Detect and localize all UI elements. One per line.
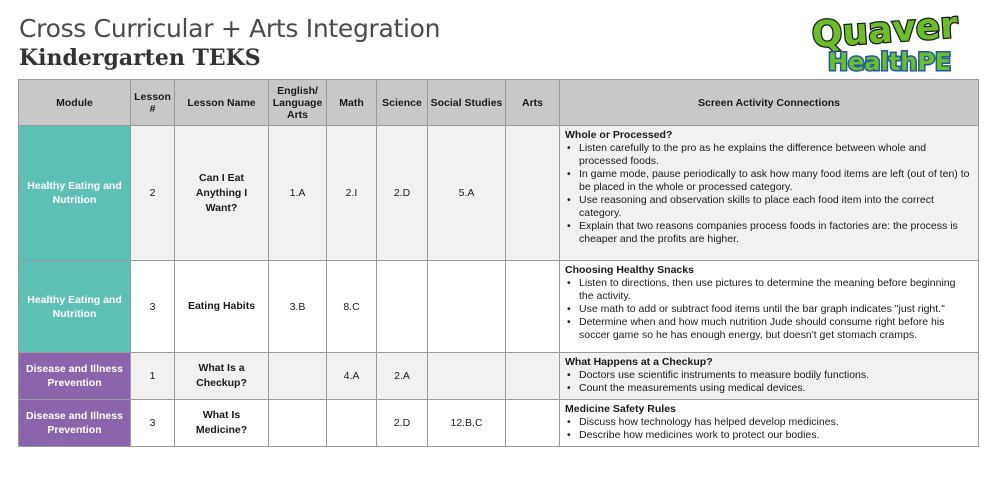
arts-cell — [506, 353, 560, 400]
science-cell: 2.D — [377, 400, 428, 447]
lesson-number-cell: 2 — [131, 126, 175, 261]
activity-bullet: • Doctors use scientific instruments to measure bodily functions. — [565, 369, 972, 382]
activity-bullet: • In game mode, pause periodically to ask how many food items are left (out of ten) to be placed in the whole or processed category. — [565, 168, 972, 194]
lesson-name-cell: What Is a Checkup? — [175, 353, 269, 400]
table-row — [19, 400, 979, 447]
ela-cell — [269, 400, 327, 447]
activity-bullets — [565, 369, 972, 395]
social-studies-cell: 5.A — [428, 126, 506, 261]
page-subtitle: Kindergarten TEKS — [19, 45, 261, 71]
activity-title: What Happens at a Checkup? — [565, 356, 713, 368]
header-connections: Screen Activity Connections — [560, 80, 979, 126]
header-module: Module — [19, 80, 131, 126]
connections-cell — [560, 400, 979, 447]
header-social-studies: Social Studies — [428, 80, 506, 126]
logo-healthpe-text: HealthPE — [828, 48, 952, 76]
activity-bullets — [565, 416, 972, 442]
activity-bullets — [565, 277, 972, 342]
connections-cell — [560, 353, 979, 400]
lesson-name-cell: What Is Medicine? — [175, 400, 269, 447]
table-header-row — [19, 80, 979, 126]
ela-cell: 3.B — [269, 261, 327, 353]
table-row — [19, 126, 979, 261]
module-cell: Healthy Eating and Nutrition — [19, 126, 131, 261]
header-ela: English/ Language Arts — [269, 80, 327, 126]
science-cell: 2.D — [377, 126, 428, 261]
activity-bullet: • Use math to add or subtract food items until the bar graph indicates "just right." — [565, 303, 972, 316]
quaver-healthpe-logo — [806, 4, 986, 76]
activity-bullet: • Listen to directions, then use pictures to determine the meaning before beginning the activity. — [565, 277, 972, 303]
header-lesson: Lesson # — [131, 80, 175, 126]
activity-bullets — [565, 142, 972, 246]
activity-title: Whole or Processed? — [565, 129, 673, 141]
table-row — [19, 261, 979, 353]
lesson-number-cell: 1 — [131, 353, 175, 400]
module-cell: Disease and Illness Prevention — [19, 400, 131, 447]
social-studies-cell: 12.B,C — [428, 400, 506, 447]
connections-cell — [560, 261, 979, 353]
activity-bullet: • Discuss how technology has helped develop medicines. — [565, 416, 972, 429]
activity-bullet: • Count the measurements using medical devices. — [565, 382, 972, 395]
lesson-number-cell: 3 — [131, 400, 175, 447]
math-cell: 4.A — [327, 353, 377, 400]
ela-cell: 1.A — [269, 126, 327, 261]
science-cell — [377, 261, 428, 353]
module-cell: Disease and Illness Prevention — [19, 353, 131, 400]
math-cell: 2.I — [327, 126, 377, 261]
activity-bullet: • Determine when and how much nutrition Jude should consume right before his soccer game so he has enough energy, but doesn't get stomach cramps. — [565, 316, 972, 342]
header-math: Math — [327, 80, 377, 126]
header-science: Science — [377, 80, 428, 126]
arts-cell — [506, 126, 560, 261]
logo-quaver-text: Quaver — [810, 5, 960, 57]
social-studies-cell — [428, 261, 506, 353]
activity-bullet: • Use reasoning and observation skills to place each food item into the correct category. — [565, 194, 972, 220]
activity-bullet: • Explain that two reasons companies process foods in factories are: the process is cheaper and the profits are higher. — [565, 220, 972, 246]
activity-bullet: • Describe how medicines work to protect our bodies. — [565, 429, 972, 442]
activity-title: Choosing Healthy Snacks — [565, 264, 694, 276]
page-title: Cross Curricular + Arts Integration — [19, 14, 441, 43]
arts-cell — [506, 400, 560, 447]
science-cell: 2.A — [377, 353, 428, 400]
lesson-number-cell: 3 — [131, 261, 175, 353]
module-cell: Healthy Eating and Nutrition — [19, 261, 131, 353]
lesson-name-cell: Eating Habits — [175, 261, 269, 353]
header-lesson-name: Lesson Name — [175, 80, 269, 126]
activity-bullet: • Listen carefully to the pro as he explains the difference between whole and processed foods. — [565, 142, 972, 168]
connections-cell — [560, 126, 979, 261]
lesson-name-cell: Can I Eat Anything I Want? — [175, 126, 269, 261]
activity-title: Medicine Safety Rules — [565, 403, 676, 415]
math-cell: 8.C — [327, 261, 377, 353]
arts-cell — [506, 261, 560, 353]
social-studies-cell — [428, 353, 506, 400]
table-row — [19, 353, 979, 400]
teks-table — [18, 79, 979, 447]
math-cell — [327, 400, 377, 447]
header-arts: Arts — [506, 80, 560, 126]
ela-cell — [269, 353, 327, 400]
